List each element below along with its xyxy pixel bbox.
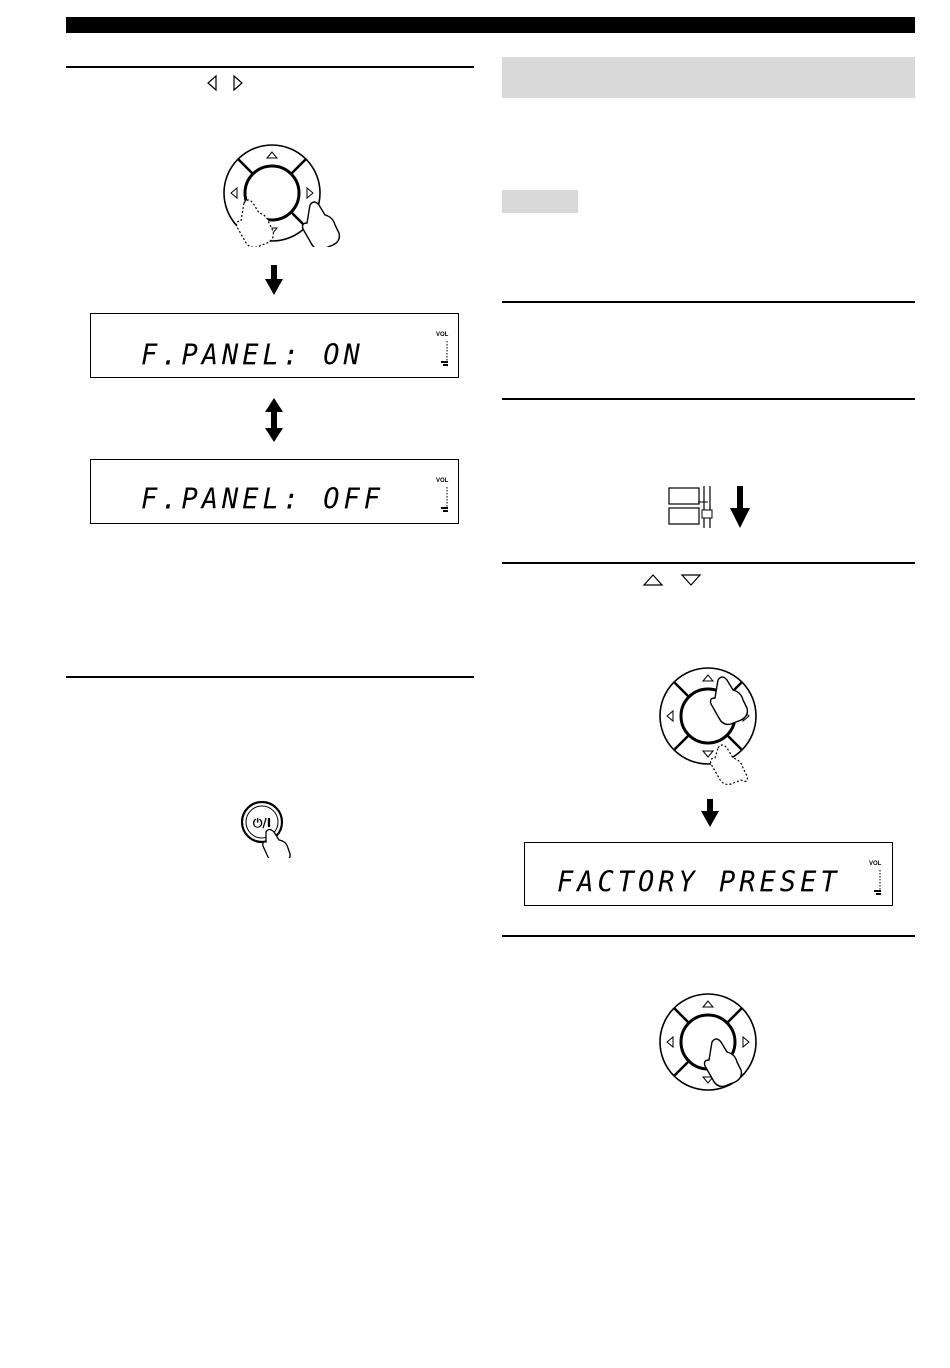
header-bar — [66, 17, 915, 33]
cursor-pad-icon — [656, 664, 772, 788]
section-header-band — [502, 57, 915, 98]
step-rule — [66, 66, 474, 68]
note-label-band — [502, 190, 578, 213]
volume-meter-icon — [439, 341, 449, 367]
step-rule — [502, 562, 915, 564]
cursor-pad-icon — [656, 990, 768, 1098]
step-rule — [66, 676, 474, 678]
up-down-triangle-icons — [642, 572, 706, 588]
step-rule — [502, 398, 915, 400]
arrow-down-icon — [700, 799, 720, 827]
double-arrow-icon — [264, 398, 284, 442]
step-rule — [502, 301, 915, 303]
left-right-triangle-icons — [204, 74, 246, 92]
volume-meter-icon — [872, 870, 882, 896]
rear-switch-icon — [668, 484, 756, 530]
vol-label: VOL — [436, 332, 449, 338]
standby-symbol: ⏻/I — [252, 816, 272, 830]
display-text: F.PANEL: ON — [141, 339, 364, 372]
standby-on-button-icon — [236, 796, 298, 858]
display-panel-off — [90, 459, 459, 524]
cursor-pad-icon — [222, 143, 346, 247]
vol-label: VOL — [869, 861, 882, 867]
display-text: F.PANEL: OFF — [141, 483, 385, 516]
display-panel-on — [90, 313, 459, 378]
arrow-down-icon — [264, 265, 284, 295]
volume-meter-icon — [439, 487, 449, 513]
display-text: FACTORY PRESET — [557, 866, 841, 899]
step-rule — [502, 935, 915, 937]
vol-label: VOL — [436, 478, 449, 484]
display-factory-preset — [524, 842, 893, 906]
